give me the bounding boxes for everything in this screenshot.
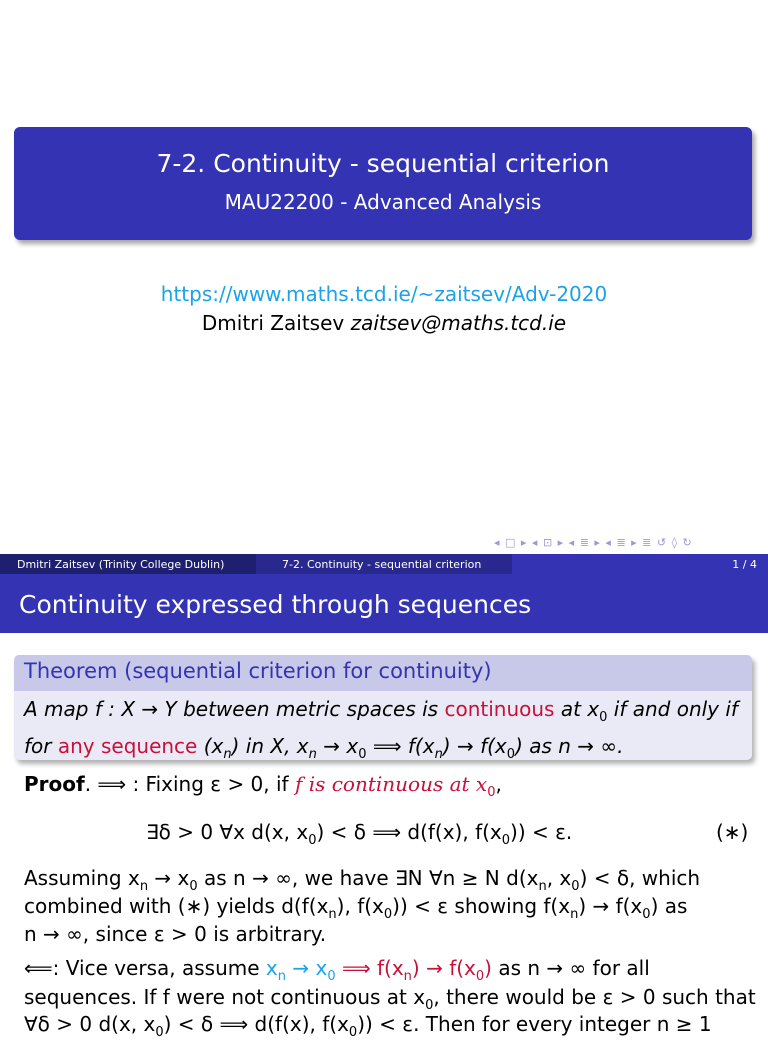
- highlight-f-continuous: f is continuous at $x_0$: [294, 772, 496, 800]
- highlight-any-sequence: any sequence: [57, 734, 198, 758]
- proof-label: Proof: [24, 772, 85, 796]
- theorem-statement: A map f : X → Y between metric spaces is continuous at $x_0$ if and only if for any sequence $(x_n)$ in X, $x_n \to x_0$ ⟹ $f(x_n) \to f(x_0)$ as n → ∞.: [24, 697, 738, 760]
- highlight-continuous: continuous: [444, 697, 555, 721]
- footer-title-section: [256, 554, 512, 574]
- presentation-title: 7-2. Continuity - sequential criterion: [156, 149, 610, 178]
- highlight-image-converges: ⟹ $f(x_n) \to f(x_0)$: [335, 956, 492, 984]
- display-formula: ∃δ > 0 ∀x d(x, $x_0) < \delta$ ⟹ d(f(x), $f(x_0)) < \varepsilon$.: [146, 820, 573, 848]
- author-name: Dmitri Zaitsev: [201, 311, 345, 335]
- footer-title: 7-2. Continuity - sequential criterion: [282, 558, 482, 571]
- footer-page-number: 1 / 4: [732, 558, 757, 571]
- footer-author-section: [0, 554, 256, 574]
- proof-line-4: combined with (∗) yields $d(f(x_n)$, $f(x_0)) < \varepsilon$ showing $f(x_n) \to f(x_0)$ as: [24, 894, 688, 922]
- course-url-link[interactable]: https://www.maths.tcd.ie/~zaitsev/Adv-2020: [160, 282, 608, 306]
- theorem-block: [14, 655, 752, 760]
- equation-tag: (∗): [716, 820, 749, 844]
- footer-author: Dmitri Zaitsev (Trinity College Dublin): [17, 558, 225, 571]
- proof-line-3: Assuming $x_n \to x_0$ as n → ∞, we have ∃N ∀n ≥ N $d(x_n$, $x_0) < \delta$, which: [24, 866, 701, 894]
- author-line: [0, 311, 768, 335]
- author-email: zaitsev@maths.tcd.ie: [350, 311, 567, 335]
- highlight-sequence-converges: $x_n \to x_0$: [265, 956, 336, 984]
- proof-line-7: sequences. If f were not continuous at $x_0$, there would be ε > 0 such that: [24, 985, 756, 1013]
- theorem-header: [14, 655, 752, 691]
- proof-line-8: ∀δ > 0 d(x, $x_0) < \delta$ ⟹ d(f(x), $f(x_0)) < \varepsilon$. Then for every integer n ≥ 1: [24, 1012, 712, 1040]
- proof-line-5: n → ∞, since ε > 0 is arbitrary.: [24, 922, 327, 946]
- slide-footer: [0, 554, 768, 574]
- theorem-title: Theorem (sequential criterion for continuity): [24, 659, 492, 683]
- footer-page-section: [512, 554, 768, 574]
- beamer-navigation-symbols[interactable]: ◂ □ ▸ ◂ ⊡ ▸ ◂ ≣ ▸ ◂ ≣ ▸ ≣ ↺ ◊ ↻: [494, 536, 693, 549]
- title-block: [14, 127, 752, 240]
- frame-title-bar: [0, 574, 768, 633]
- proof-line-1: Proof. ⟹ : Fixing ε > 0, if f is continuous at $x_0$,: [24, 772, 502, 800]
- proof-line-6: ⟸: Vice versa, assume $x_n \to x_0$ ⟹ $f(x_n) \to f(x_0)$ as n → ∞ for all: [24, 956, 650, 984]
- presentation-subtitle: MAU22200 - Advanced Analysis: [224, 190, 542, 214]
- frame-title: Continuity expressed through sequences: [19, 590, 532, 619]
